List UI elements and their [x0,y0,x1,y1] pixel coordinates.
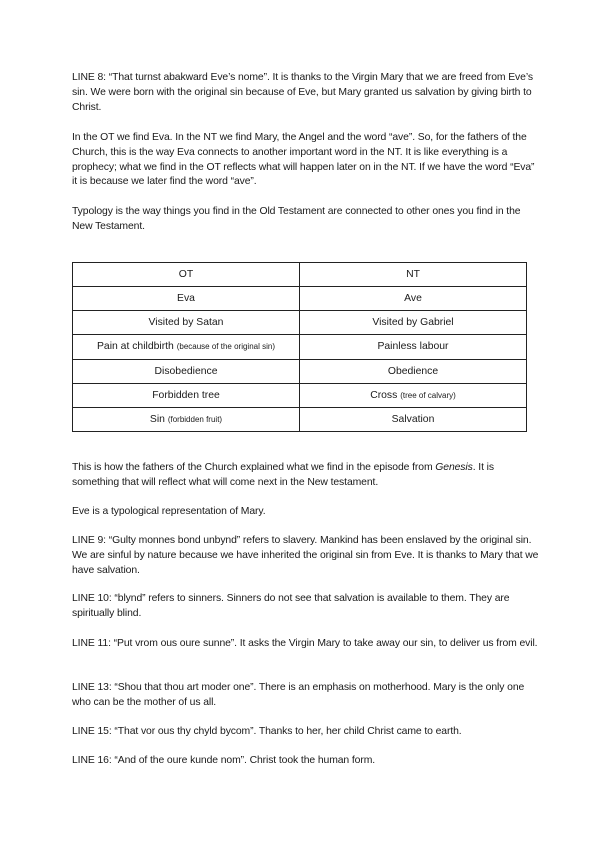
table-cell-nt [300,335,527,359]
table-row [73,287,527,311]
table-row [73,335,527,359]
paragraph-line-13: LINE 13: “Shou that thou art moder one”. There is an emphasis on motherhood. Mary is the only one who can be the mother of us all. [72,682,525,708]
cell-text: Obedience [387,365,439,377]
table-row [73,359,527,383]
genesis-italic: Genesis [435,462,473,473]
paragraph-eve-mary: Eve is a typological representation of Mary. [72,506,266,517]
cell-text: Pain at childbirth [97,341,174,353]
table-cell-nt [300,359,527,383]
cell-text: Visited by Satan [148,317,224,329]
paragraph-line-9: LINE 9: “Gulty monnes bond unbynd” refers to slavery. Mankind has been enslaved by the original sin. We are sinful by nature because we have inherited the original sin from Eve. It is thanks to Mary that we have salvation. [72,535,539,576]
cell-note: (because of the original sin) [176,342,275,352]
cell-text: Salvation [391,413,435,425]
table-header-row [73,263,527,287]
cell-text: Forbidden tree [152,389,220,401]
cell-note: (forbidden fruit) [167,414,223,424]
table-header-nt: NT [300,263,527,287]
table-cell-nt [300,311,527,335]
table-cell-ot [73,311,300,335]
paragraph-text: This is how the fathers of the Church explained what we find in the episode from [72,462,436,473]
paragraph-line-11: LINE 11: “Put vrom ous oure sunne”. It asks the Virgin Mary to take away our sin, to deliver us from evil. [72,638,538,649]
paragraph-line-16: LINE 16: “And of the oure kunde nom”. Christ took the human form. [72,755,376,766]
table-cell-ot [73,287,300,311]
table-row [73,311,527,335]
cell-text: Ave [404,293,422,305]
table-row [73,383,527,407]
table-cell-ot [73,383,300,407]
table-cell-ot [73,335,300,359]
cell-text: Visited by Gabriel [372,317,454,329]
table-cell-nt [300,383,527,407]
cell-text: Eva [177,293,195,305]
typology-table [72,262,527,432]
cell-text: Disobedience [154,365,218,377]
table-cell-ot [73,359,300,383]
paragraph-text: . It is something that will reflect what will come next in the New testament. [72,462,494,488]
cell-note: (tree of calvary) [400,390,456,400]
cell-text: Cross [370,389,398,401]
paragraph-line-15: LINE 15: “That vor ous thy chyld bycom”. Thanks to her, her child Christ came to earth. [72,726,462,737]
table-cell-nt [300,287,527,311]
paragraph-typology: Typology is the way things you find in the Old Testament are connected to other ones you find in the New Testament. [72,206,521,232]
table-header-ot: OT [73,263,300,287]
cell-text: Sin [149,413,165,425]
table-cell-ot [73,407,300,431]
table-cell-nt [300,407,527,431]
paragraph-line-8: LINE 8: “That turnst abakward Eve’s nome”. It is thanks to the Virgin Mary that we are freed from Eve’s sin. We were born with the original sin because of Eve, but Mary granted us salvation by giving birth to Christ. [72,72,533,113]
paragraph-line-10: LINE 10: “blynd” refers to sinners. Sinners do not see that salvation is available to them. They are spiritually blind. [72,593,510,619]
paragraph-fathers-genesis [72,461,542,491]
cell-text: Painless labour [377,341,449,353]
table-row [73,407,527,431]
paragraph-ot-nt: In the OT we find Eva. In the NT we find Mary, the Angel and the word “ave”. So, for the fathers of the Church, this is the way Eva connects to another important word in the NT. It is like everything is a prophecy; what we find in the OT reflects what will happen later on in the NT. If we have the word “Eva” it is because we later find the word “ave”. [72,132,535,188]
